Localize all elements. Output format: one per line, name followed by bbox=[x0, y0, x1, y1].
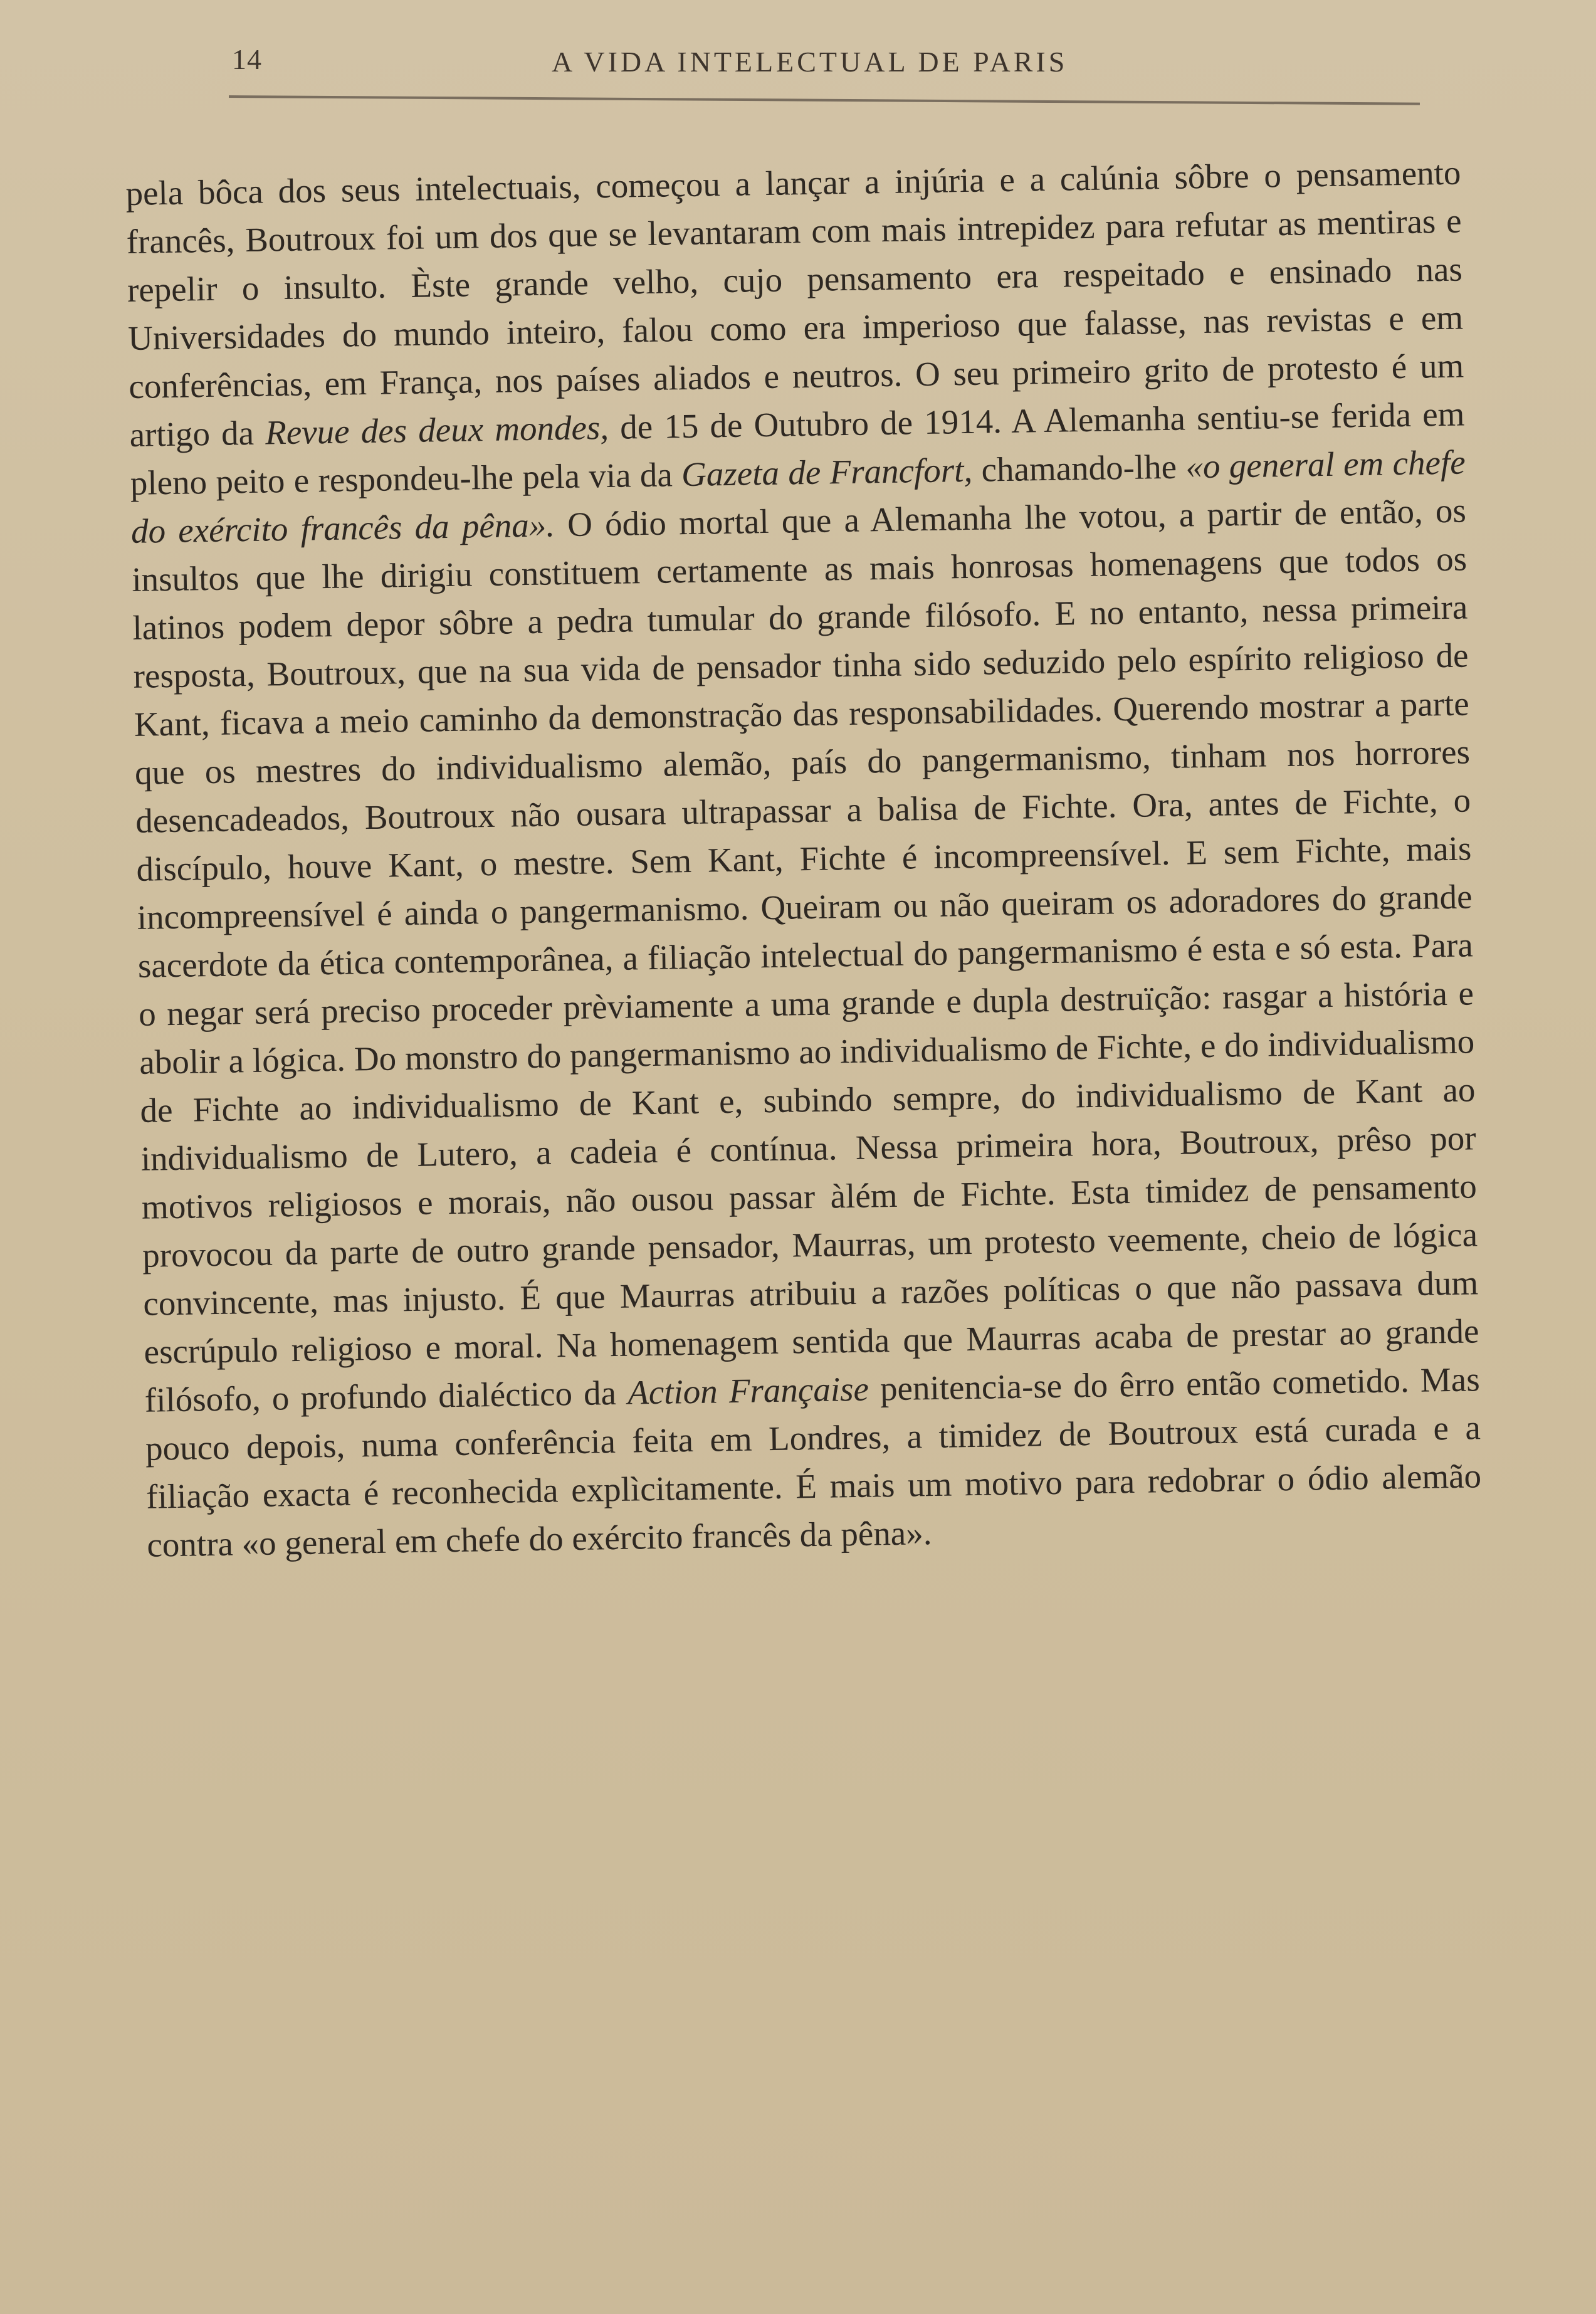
text-run: pela bôca dos seus intelectuais, começou a lançar a injúria e a calúnia sôbre o pensamento francês, Boutroux foi um dos que se levantaram com mais intrepidez para refutar as mentiras e repelir o insulto. Èste grande velho, cujo pensamento era respeitado e ensinado nas Universidades do mundo inteiro, falou como era imperioso que falasse, nas revistas e em conferências, em França, nos países aliados e neutros. O seu primeiro grito de protesto é um artigo da bbox=[125, 153, 1464, 454]
running-title: A VIDA INTELECTUAL DE PARIS bbox=[552, 46, 1068, 78]
italic-quote: «o general em chefe do exército francês da pêna». bbox=[130, 443, 1466, 550]
page-number: 14 bbox=[232, 43, 262, 75]
text-run: chamando-lhe bbox=[972, 447, 1186, 489]
italic-title-revue: Revue des deux mondes, bbox=[265, 408, 609, 452]
text-run: penitencia-se do êrro então cometido. Mas pouco depois, numa conferência feita em Londres, a timidez de Boutroux está curada e a filiação exacta é reconhecida explìcitamente. É mais um motivo para redobrar o ódio alemão contra «o general em chefe do exército francês da pêna». bbox=[145, 1360, 1482, 1564]
page-header bbox=[232, 38, 1423, 88]
header-rule bbox=[229, 95, 1420, 105]
text-run: de 15 de Outubro de 1914. A Alemanha sentiu-se ferida em pleno peito e respondeu-lhe pela via da bbox=[130, 394, 1465, 502]
text-run: O ódio mortal que a Alemanha lhe votou, a partir de então, os insultos que lhe dirigiu constituem certamente as mais honrosas homenagens que todos os latinos podem depor sôbre a pedra tumular do grande filósofo. E no entanto, nessa primeira resposta, Boutroux, que na sua vida de pensador tinha sido seduzido pelo espírito religioso de Kant, ficava a meio caminho da demonstração das responsabilidades. Querendo mostrar a parte que os mestres do individualismo alemão, país do pangermanismo, tinham nos horrores desencadeados, Boutroux não ousara ultrapassar a balisa de Fichte. Ora, antes de Fichte, o discípulo, houve Kant, o mestre. Sem Kant, Fichte é incompreensível. E sem Fichte, mais incompreensível é ainda o pangermanismo. Queiram ou não queiram os adoradores do grande sacerdote da ética contemporânea, a filiação intelectual do pangermanismo é esta e só esta. Para o negar será preciso proceder prèviamente a uma grande e dupla destruïção: rasgar a história e abolir a lógica. Do monstro do pangermanismo ao individualismo de Fichte, e do individualismo de Fichte ao individualismo de Kant e, subindo sempre, do individualismo de Kant ao individualismo de Lutero, a cadeia é contínua. Nessa primeira hora, Boutroux, prêso por motivos religiosos e morais, não ousou passar àlém de Fichte. Esta timidez de pensamento provocou da parte de outro grande pensador, Maurras, um protesto veemente, cheio de lógica convincente, mas injusto. É que Maurras atribuiu a razões políticas o que não passava dum escrúpulo religioso e moral. Na homenagem sentida que Maurras acaba de prestar ao grande filósofo, o profundo dialéctico da bbox=[131, 491, 1479, 1419]
body-text bbox=[125, 149, 1483, 1569]
paragraph bbox=[125, 149, 1483, 1569]
italic-title-action: Action Française bbox=[627, 1369, 869, 1412]
italic-title-gazeta: Gazeta de Francfort, bbox=[681, 450, 973, 494]
